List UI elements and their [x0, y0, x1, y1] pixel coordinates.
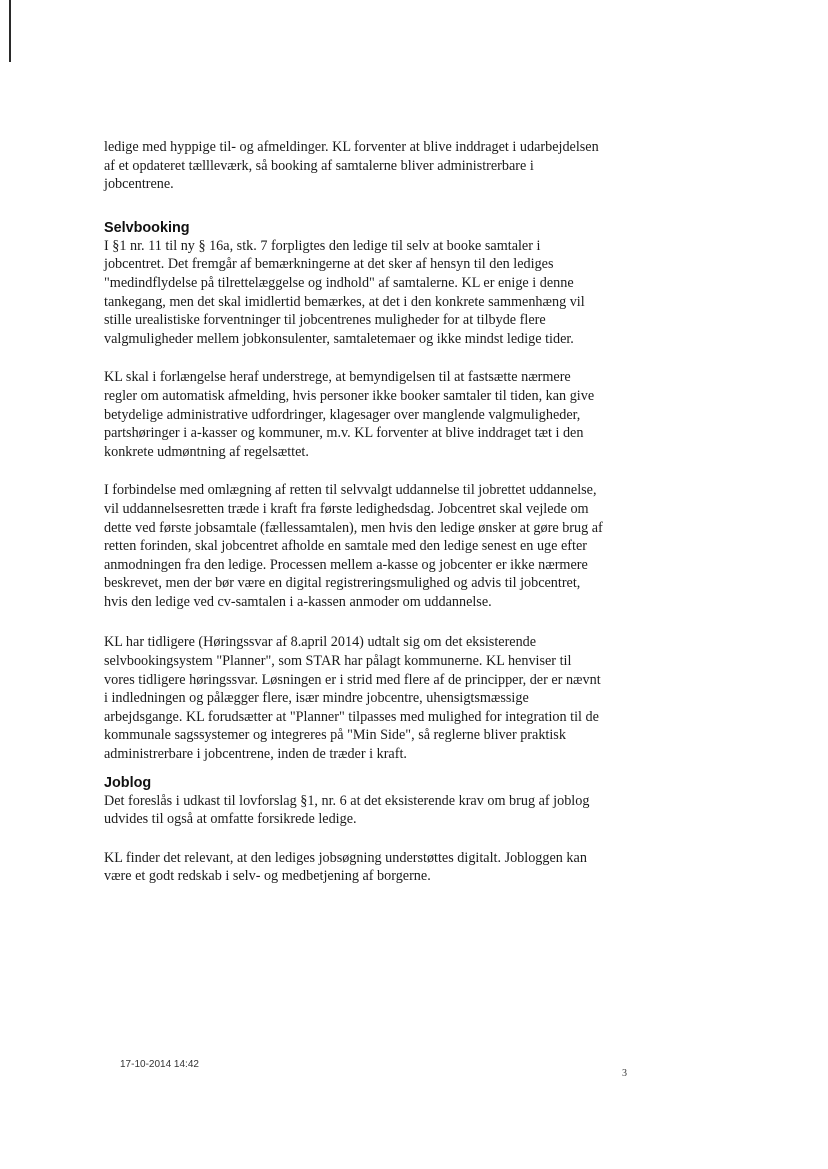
- paragraph-2: I §1 nr. 11 til ny § 16a, stk. 7 forpligtes den ledige til selv at booke samtaler i jobcentret. Det fremgår af bemærkningerne at det sker af hensyn til den lediges "medindflydelse på tilrettelæggelse og indhold" af samtalerne. KL er enige i denne tankegang, men det skal imidlertid bemærkes, at det i den konkrete sammenhæng vil stille urealistiske forventninger til jobcentrenes muligheder for at tilbyde flere valgmuligheder mellem jobkonsulenter, samtaletemaer og ikke mindst ledige tider.: [104, 237, 585, 347]
- paragraph-6: Det foreslås i udkast til lovforslag §1, nr. 6 at det eksisterende krav om brug af joblog udvides til også at omfatte forsikrede ledige.: [104, 792, 590, 828]
- paragraph-4: I forbindelse med omlægning af retten til selvvalgt uddannelse til jobrettet uddannelse, vil uddannelsesretten træde i kraft fra første ledighedsdag. Jobcentret skal vejlede om dette ved første jobsamtale (fællessamtalen), men hvis den ledige ønsker at gøre brug af retten forinden, skal jobcentret afholde en samtale med den ledige senest en uge efter anmodningen fra den ledige. Processen mellem a-kasse og jobcenter er ikke nærmere beskrevet, men der bør være en digital registreringsmulighed og advis til jobcentret, hvis den ledige ved cv-samtalen i a-kassen anmoder om uddannelse.: [104, 482, 603, 610]
- paragraph-1: ledige med hyppige til- og afmeldinger. KL forventer at blive inddraget i udarbejdelsen af et opdateret tællleværk, så booking af samtalerne bliver administrerbare i jobcentrene.: [104, 139, 599, 193]
- heading-selvbooking: Selvbooking: [104, 219, 190, 236]
- paragraph-5: KL har tidligere (Høringssvar af 8.april 2014) udtalt sig om det eksisterende selvbookingsystem "Planner", som STAR har pålagt kommunerne. KL henviser til vores tidligere høringssvar. Løsningen er i strid med flere af de principper, der er nævnt i indledningen og pålægger flere, især mindre jobcentre, uhensigtsmæssige arbejdsgange. KL forudsætter at "Planner" tilpasses med mulighed for integration til de kommunale sagssystemer og integreres på "Min Side", så reglerne bliver praktisk administrerbare i jobcentrene, inden de træder i kraft.: [104, 634, 601, 763]
- heading-joblog: Joblog: [104, 774, 152, 791]
- scan-edge-line: [9, 0, 11, 62]
- document-body: [104, 138, 604, 886]
- paragraph-3: KL skal i forlængelse heraf understrege, at bemyndigelsen til at fastsætte nærmere regler om automatisk afmelding, hvis personer ikke booker samtaler til tiden, kan give betydelige administrative udfordringer, klagesager over manglende valgmuligheder, partshøringer i a-kasser og kommuner, m.v. KL forventer at blive inddraget tæt i den konkrete udmøntning af regelsættet.: [104, 369, 595, 460]
- paragraph-7: KL finder det relevant, at den lediges jobsøgning understøttes digitalt. Jobloggen kan være et godt redskab i selv- og medbetjening af borgerne.: [104, 849, 587, 885]
- page-number: 3: [622, 1068, 627, 1079]
- footer-date: 17-10-2014 14:42: [120, 1059, 199, 1070]
